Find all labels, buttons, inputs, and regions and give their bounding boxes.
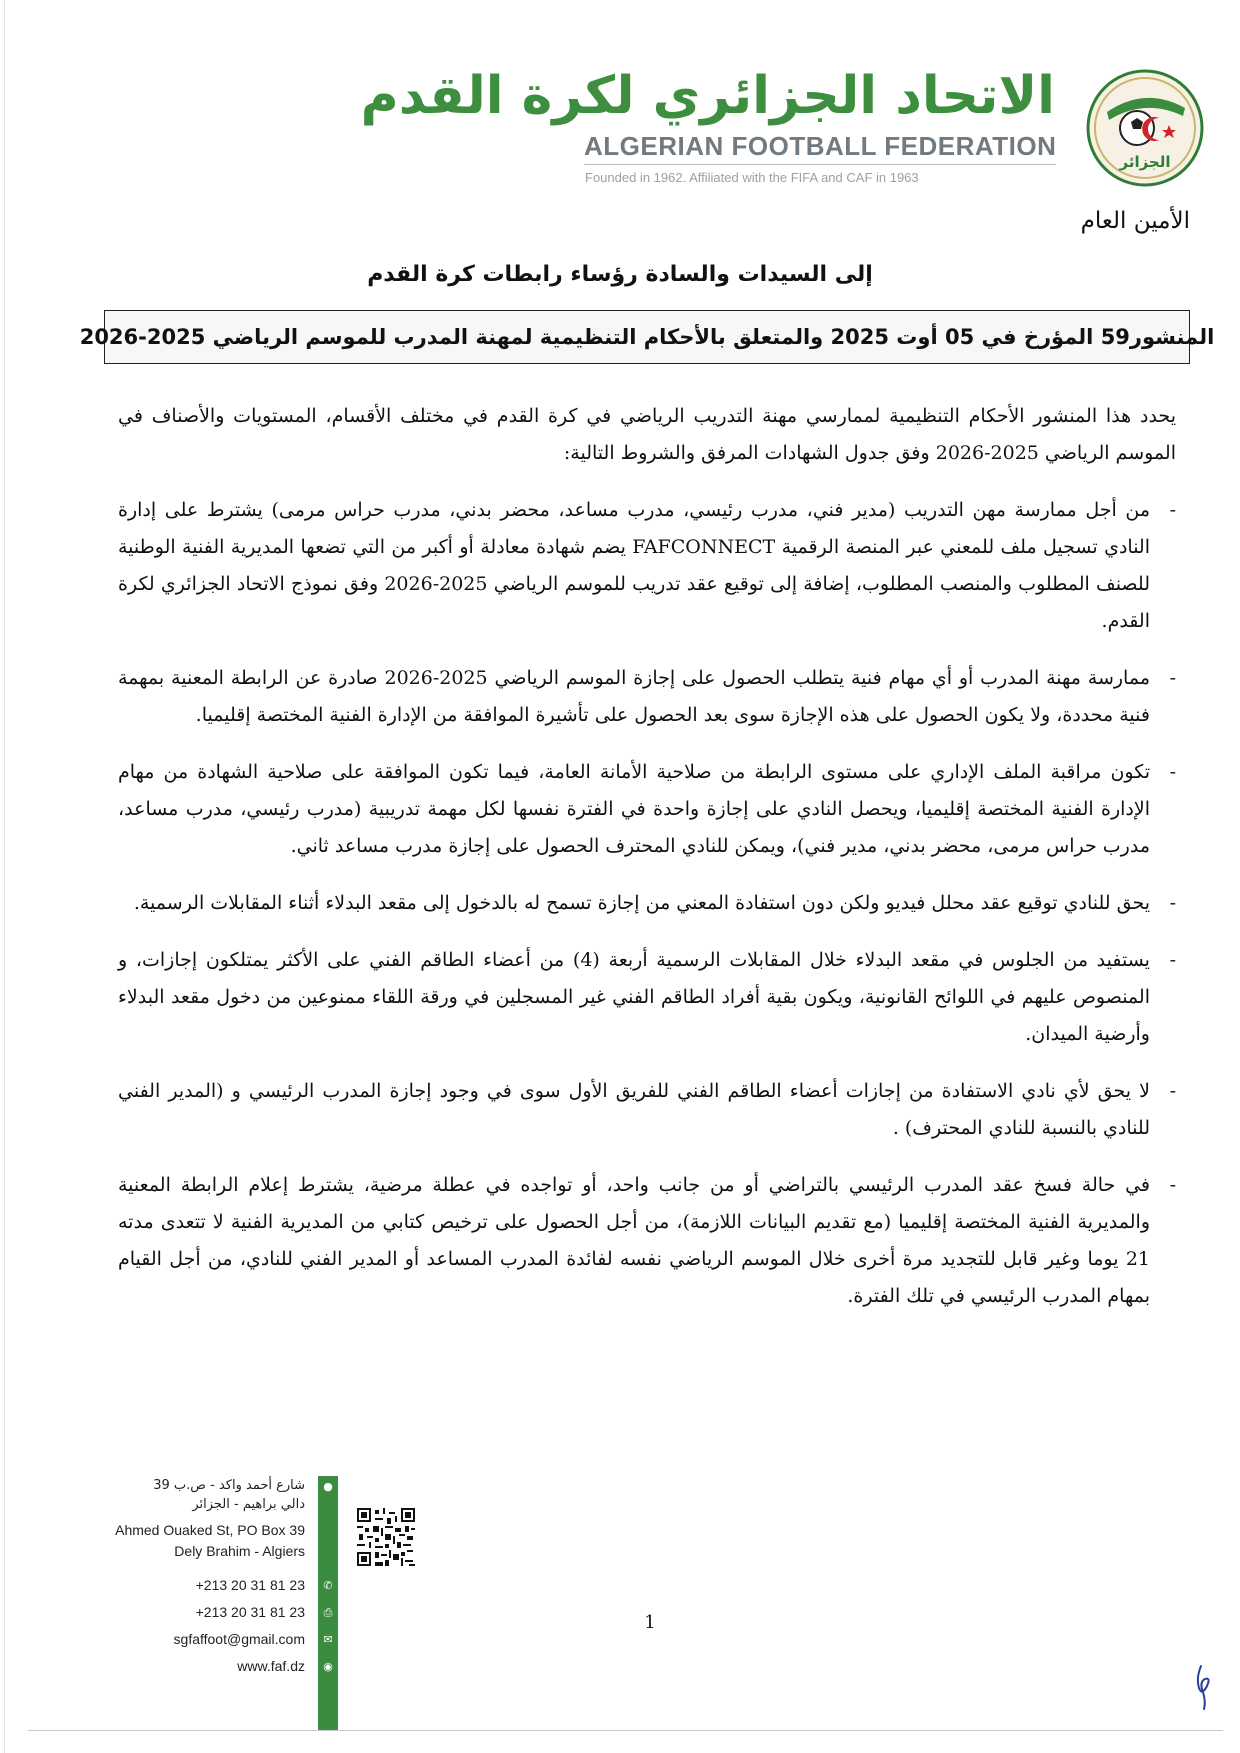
recipient-line: إلى السيدات والسادة رؤساء رابطات كرة القدم bbox=[367, 262, 873, 287]
list-item bbox=[118, 1073, 1176, 1147]
bullet-dash: - bbox=[1169, 499, 1176, 521]
list-item-text: تكون مراقبة الملف الإداري على مستوى الرابطة من صلاحية الأمانة العامة، فيما تكون الموافقة على صلاحية الشهادة من مهام الإدارة الفنية المختصة إقليميا، ويحصل النادي على إجازة واحدة في الفترة نفسها لكل مهمة تدريبية (مدرب رئيسي، مدرب مساعد، مدرب حراس مرمى، محضر بدني، مدير فني)، ويمكن للنادي المحترف الحصول على إجازة مدرب مساعد ثاني. bbox=[118, 761, 1150, 857]
address-english-line1: Ahmed Ouaked St, PO Box 39 bbox=[115, 1522, 305, 1538]
faf-emblem-logo bbox=[1085, 68, 1205, 188]
list-item-text: ممارسة مهنة المدرب أو أي مهام فنية يتطلب الحصول على إجازة الموسم الرياضي 2025-2026 صادرة عن الرابطة المعنية بمهمة فنية محددة، ولا يكون الحصول على هذه الإجازة سوى بعد الحصول على تأشيرة الموافقة من الإدارة الفنية المختصة إقليميا. bbox=[118, 667, 1151, 726]
bullet-dash: - bbox=[1169, 1080, 1176, 1102]
document-body bbox=[118, 398, 1176, 1335]
bullet-dash: - bbox=[1169, 892, 1176, 914]
page-number: 1 bbox=[644, 1612, 656, 1633]
bullet-dash: - bbox=[1169, 667, 1176, 689]
list-item bbox=[118, 885, 1176, 922]
brand-arabic: الاتحاد الجزائري لكرة القدم bbox=[360, 66, 1055, 126]
bullet-dash: - bbox=[1169, 761, 1176, 783]
bullet-dash: - bbox=[1169, 1174, 1176, 1196]
mail-icon: ✉ bbox=[323, 1633, 333, 1646]
email-address: sgfaffoot@gmail.com bbox=[173, 1631, 305, 1647]
address-arabic-line1: شارع أحمد واكد - ص.ب 39 bbox=[153, 1478, 305, 1493]
list-item-text: يحق للنادي توقيع عقد محلل فيديو ولكن دون استفادة المعني من إجازة تسمح له بالدخول إلى مقعد البدلاء أثناء المقابلات الرسمية. bbox=[133, 892, 1150, 914]
list-item-text: لا يحق لأي نادي الاستفادة من إجازات أعضاء الطاقم الفني للفريق الأول سوى في وجود إجازة المدرب الرئيسي و (المدير الفني للنادي بالنسبة للنادي المحترف) . bbox=[118, 1080, 1150, 1139]
address-english-line2: Dely Brahim - Algiers bbox=[174, 1543, 305, 1559]
founded-line: Founded in 1962. Affiliated with the FIFA and CAF in 1963 bbox=[585, 170, 919, 185]
intro-paragraph: يحدد هذا المنشور الأحكام التنظيمية لممارسي مهنة التدريب الرياضي في كرة القدم في مختلف الأقسام، المستويات والأصناف في الموسم الرياضي 2025-2026 وفق جدول الشهادات المرفق والشروط التالية: bbox=[118, 405, 1176, 464]
list-item-text: يستفيد من الجلوس في مقعد البدلاء خلال المقابلات الرسمية أربعة (4) من أعضاء الطاقم الفني على الأكثر يمتلكون إجازات، و المنصوص عليهم في اللوائح القانونية، ويكون بقية أفراد الطاقم الفني غير المسجلين في ورقة اللقاء ممنوعين من دخول مقعد البدلاء وأرضية الميدان. bbox=[118, 949, 1150, 1045]
header-divider bbox=[584, 164, 1056, 165]
list-item bbox=[118, 492, 1176, 640]
contact-accent-bar bbox=[318, 1476, 338, 1731]
page-bottom-edge bbox=[28, 1730, 1223, 1731]
address-arabic-line2: دالي براهيم - الجزائر bbox=[192, 1497, 305, 1512]
provisions-list bbox=[118, 492, 1176, 1315]
list-item bbox=[118, 942, 1176, 1053]
handwritten-initial bbox=[1193, 1662, 1218, 1712]
bullet-dash: - bbox=[1169, 949, 1176, 971]
globe-icon: ◉ bbox=[323, 1660, 333, 1673]
website-address: www.faf.dz bbox=[237, 1658, 305, 1674]
fax-number: +213 20 31 81 23 bbox=[195, 1604, 305, 1620]
fax-icon: ⎙ bbox=[323, 1606, 333, 1619]
list-item bbox=[118, 1167, 1176, 1315]
brand-english: ALGERIAN FOOTBALL FEDERATION bbox=[584, 131, 1057, 161]
list-item-text: من أجل ممارسة مهن التدريب (مدير فني، مدرب رئيسي، مدرب مساعد، محضر بدني، مدرب حراس مرمى) يشترط على إدارة النادي تسجيل ملف للمعني عبر المنصة الرقمية FAFCONNECT يضم شهادة معادلة أو أكبر من التي تضعها المديرية الفنية الوطنية للصنف المطلوب والمنصب المطلوب، إضافة إلى توقيع عقد تدريب للموسم الرياضي 2025-2026 وفق نموذج الاتحاد الجزائري لكرة القدم. bbox=[118, 499, 1150, 632]
list-item-text: في حالة فسخ عقد المدرب الرئيسي بالتراضي أو من جانب واحد، أو تواجده في عطلة مرضية، يشترط إعلام الرابطة المعنية والمديرية الفنية المختصة إقليميا (مع تقديم البيانات اللازمة)، من أجل الحصول على ترخيص كتابي من المديرية الفنية لا تتعدى مدته 21 يوما وغير قابل للتجديد مرة أخرى خلال الموسم الرياضي نفسه لفائدة المدرب المساعد أو المدير الفني للنادي، من أجل القيام بمهام المدرب الرئيسي في تلك الفترة. bbox=[118, 1174, 1150, 1307]
location-icon: ● bbox=[323, 1480, 333, 1493]
phone-number: +213 20 31 81 23 bbox=[195, 1577, 305, 1593]
office-label: الأمين العام bbox=[1080, 208, 1190, 234]
phone-icon: ✆ bbox=[323, 1579, 333, 1592]
circular-title: المنشور59 المؤرخ في 05 أوت 2025 والمتعلق بالأحكام التنظيمية لمهنة المدرب للموسم الرياضي 2025-2026 bbox=[104, 310, 1190, 364]
qr-code bbox=[357, 1508, 415, 1566]
emblem-text: الجزائر bbox=[1119, 153, 1171, 171]
list-item bbox=[118, 754, 1176, 865]
list-item bbox=[118, 660, 1176, 734]
